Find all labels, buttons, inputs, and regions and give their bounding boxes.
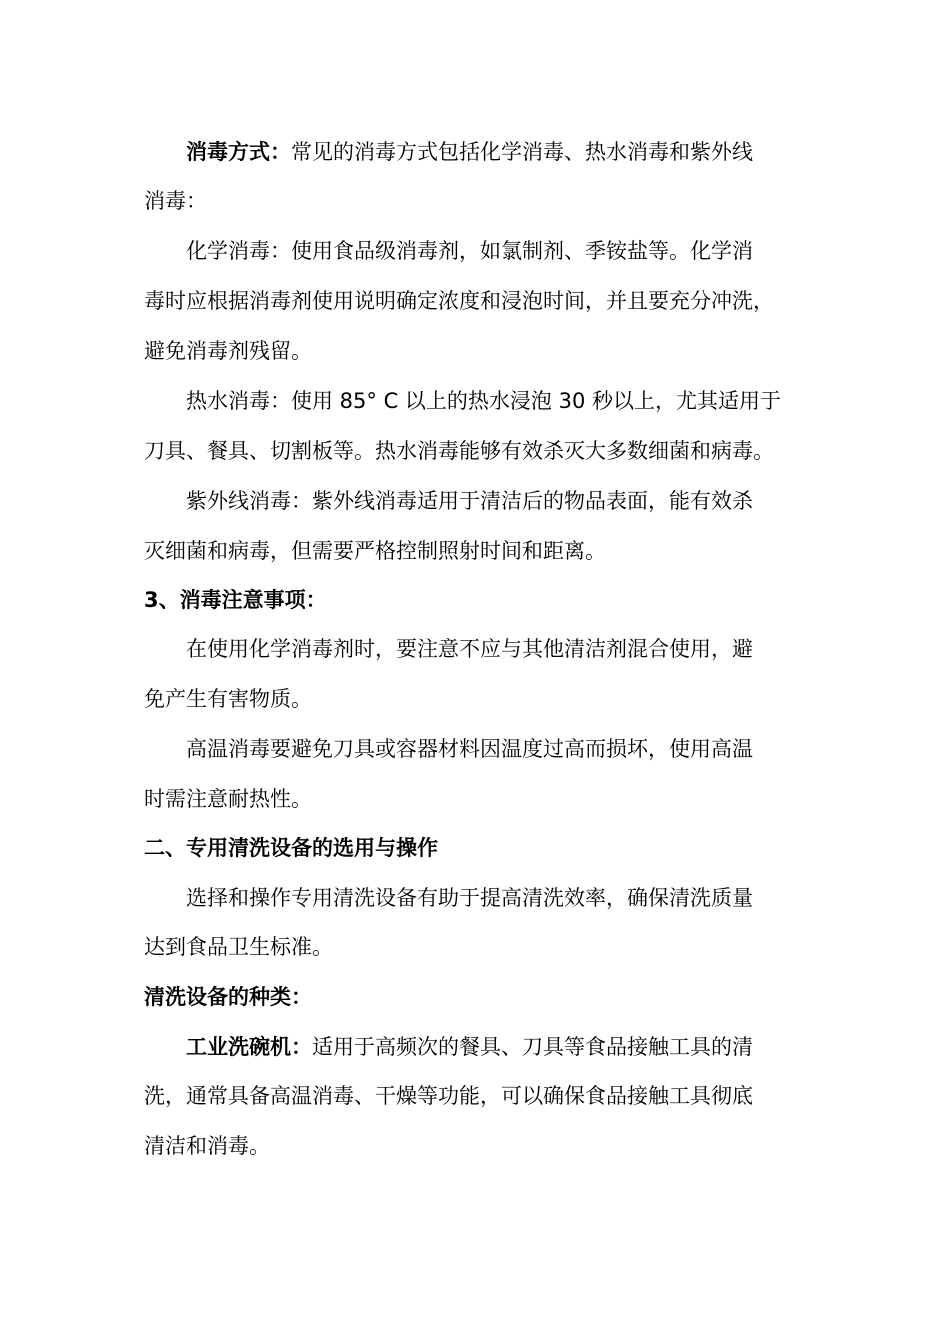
paragraph-line: 刀具、餐具、切割板等。热水消毒能够有效杀灭大多数细菌和病毒。 [144, 439, 774, 463]
paragraph-line: 避免消毒剂残留。 [144, 339, 312, 363]
paragraph-line: 毒时应根据消毒剂使用说明确定浓度和浸泡时间，并且要充分冲洗， [144, 289, 774, 313]
paragraph-line: 化学消毒：使用食品级消毒剂，如氯制剂、季铵盐等。化学消 [186, 239, 753, 263]
paragraph-line: 清洁和消毒。 [144, 1134, 270, 1158]
paragraph-text: 常见的消毒方式包括化学消毒、热水消毒和紫外线 [291, 140, 753, 164]
paragraph-line: 在使用化学消毒剂时，要注意不应与其他清洁剂混合使用，避 [186, 637, 753, 661]
paragraph-line: 高温消毒要避免刀具或容器材料因温度过高而损坏，使用高温 [186, 737, 753, 761]
paragraph-line [186, 137, 753, 167]
paragraph-line [186, 1032, 753, 1062]
paragraph-line: 时需注意耐热性。 [144, 787, 312, 811]
section-heading: 二、专用清洗设备的选用与操作 [144, 836, 438, 860]
paragraph-line: 达到食品卫生标准。 [144, 935, 333, 959]
paragraph-line: 选择和操作专用清洗设备有助于提高清洗效率，确保清洗质量 [186, 886, 753, 910]
paragraph-line: 灭细菌和病毒，但需要严格控制照射时间和距离。 [144, 539, 606, 563]
paragraph-lead: 消毒方式： [186, 140, 291, 164]
paragraph-line: 热水消毒：使用 85° C 以上的热水浸泡 30 秒以上，尤其适用于 [186, 389, 781, 413]
paragraph-lead: 工业洗碗机： [186, 1035, 312, 1059]
section-heading: 清洗设备的种类： [144, 985, 312, 1009]
section-heading: 3、消毒注意事项： [144, 588, 327, 612]
paragraph-line: 免产生有害物质。 [144, 687, 312, 711]
paragraph-text: 适用于高频次的餐具、刀具等食品接触工具的清 [312, 1035, 753, 1059]
paragraph-line: 紫外线消毒：紫外线消毒适用于清洁后的物品表面，能有效杀 [186, 489, 753, 513]
paragraph-line: 洗，通常具备高温消毒、干燥等功能，可以确保食品接触工具彻底 [144, 1084, 753, 1108]
paragraph-line: 消毒： [144, 189, 207, 213]
